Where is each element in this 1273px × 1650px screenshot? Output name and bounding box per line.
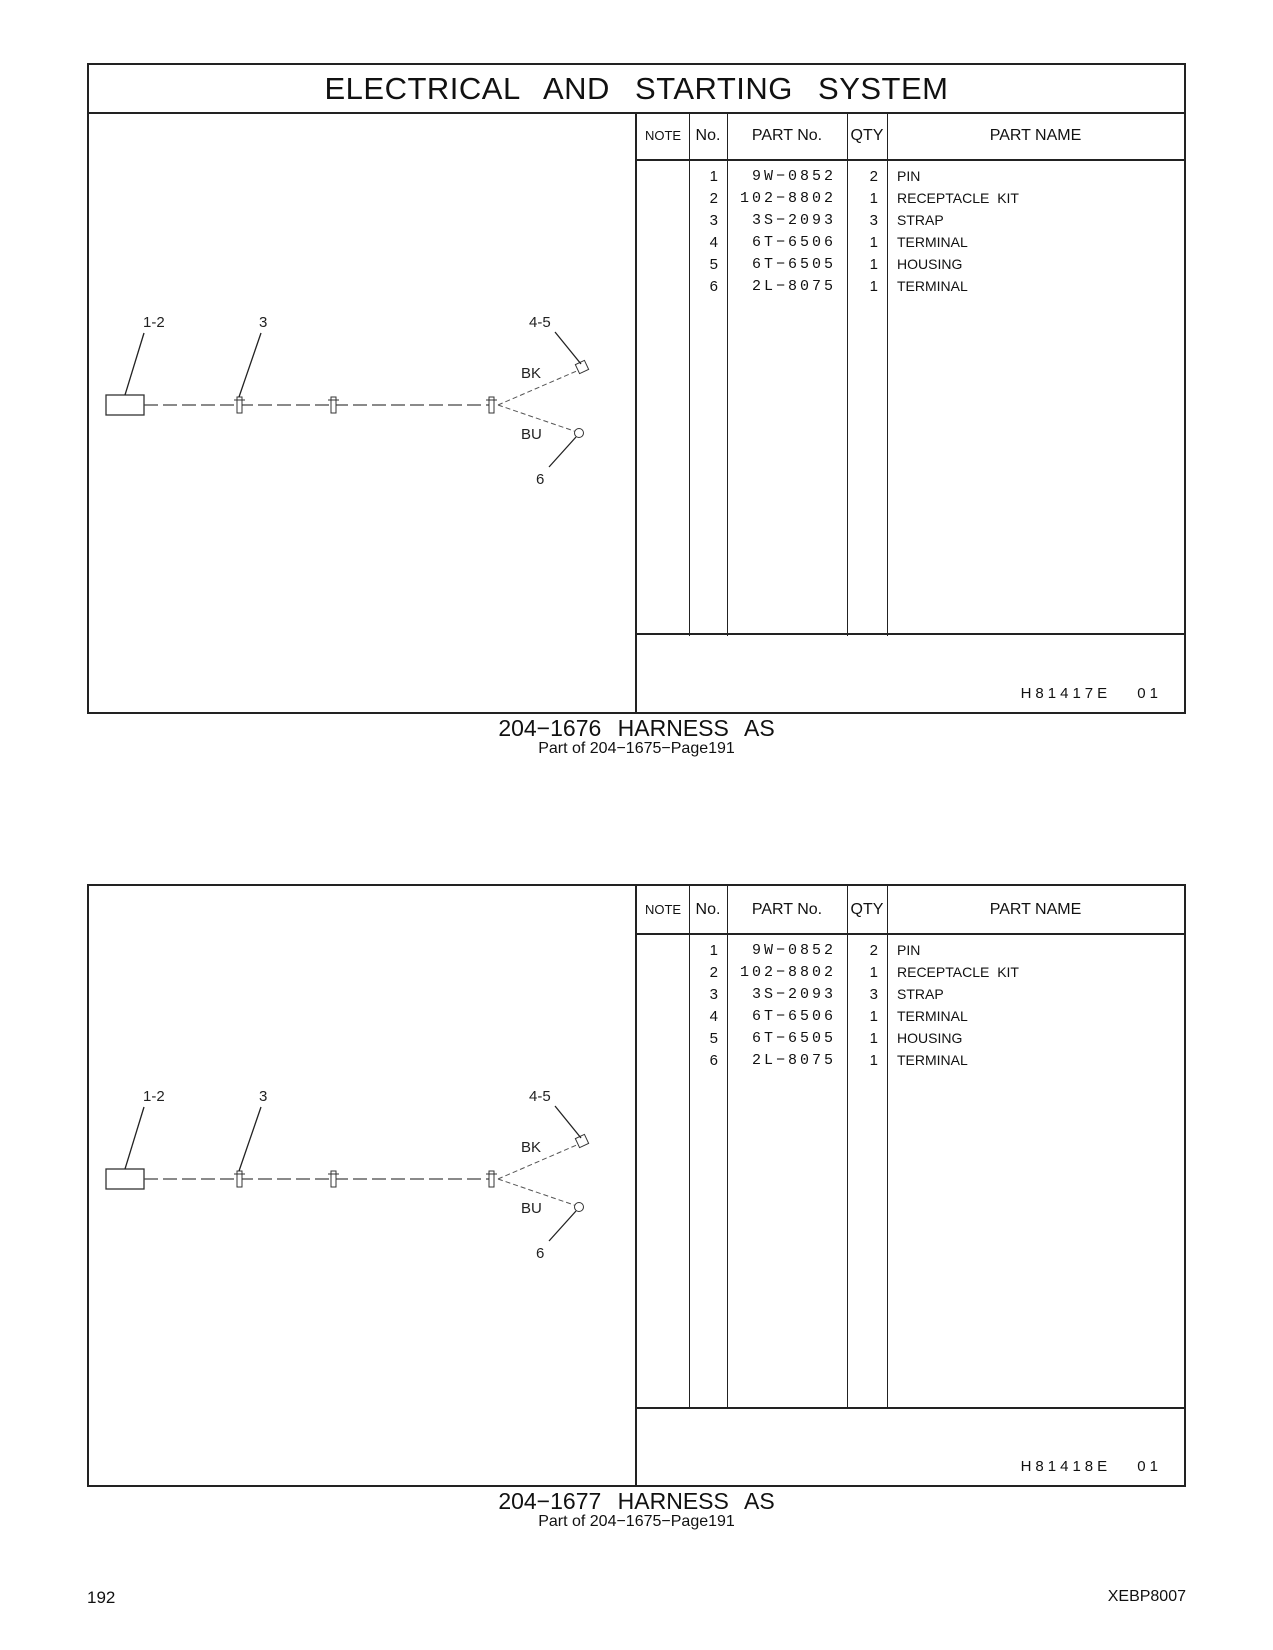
- page-title: ELECTRICAL AND STARTING SYSTEM: [89, 65, 1184, 114]
- label-3: 3: [259, 1088, 268, 1105]
- table-row: 4 6T−6506 1 TERMINAL: [709, 1008, 968, 1025]
- label-3: 3: [259, 314, 268, 331]
- table-row: 1 9W−0852 2 PIN: [709, 942, 921, 959]
- assembly-reference: Part of 204−1675−Page191: [538, 740, 735, 757]
- header-part-name: PART NAME: [989, 126, 1082, 144]
- table-row: 1 9W−0852 2 PIN: [709, 168, 921, 185]
- leader-6: [549, 437, 576, 467]
- assembly-title: 204−1676 HARNESS AS: [498, 715, 775, 741]
- header-note: NOTE: [644, 902, 682, 917]
- connector-body: [106, 1169, 144, 1189]
- leader-4-5: [555, 332, 581, 364]
- table-row: 2 102−8802 1 RECEPTACLE KIT: [709, 964, 1019, 981]
- header-qty: QTY: [850, 126, 884, 144]
- assembly-title: 204−1677 HARNESS AS: [498, 1488, 775, 1514]
- document-code: XEBP8007: [1107, 1588, 1186, 1605]
- label-6: 6: [536, 471, 545, 488]
- leader-3: [239, 1107, 261, 1171]
- label-bu: BU: [521, 1200, 542, 1217]
- table-row: 5 6T−6505 1 HOUSING: [709, 256, 963, 273]
- leader-4-5: [555, 1106, 581, 1138]
- header-part-no: PART No.: [751, 126, 823, 144]
- caption-2: [0, 1489, 1273, 1531]
- leader-1-2: [125, 333, 144, 395]
- parts-table-1: [637, 112, 1184, 712]
- terminal-ring: [575, 429, 584, 438]
- page-number: 192: [87, 1588, 116, 1607]
- table-row: 3 3S−2093 3 STRAP: [709, 212, 944, 229]
- table-row: 2 102−8802 1 RECEPTACLE KIT: [709, 190, 1019, 207]
- illustration-code: H81418E 01: [1020, 1458, 1162, 1475]
- label-4-5: 4-5: [529, 314, 551, 331]
- illustration-code: H81417E 01: [1020, 685, 1162, 702]
- table-row: 6 2L−8075 1 TERMINAL: [709, 1052, 968, 1069]
- parts-panel-2: [87, 884, 1186, 1487]
- table-row: 5 6T−6505 1 HOUSING: [709, 1030, 963, 1047]
- table-header: [637, 112, 1184, 161]
- housing-end: [575, 360, 588, 373]
- leader-3: [239, 333, 261, 397]
- table-row: 6 2L−8075 1 TERMINAL: [709, 278, 968, 295]
- label-bk: BK: [521, 1139, 542, 1156]
- header-no: No.: [695, 900, 721, 918]
- leader-6: [549, 1211, 576, 1241]
- label-1-2: 1-2: [143, 314, 165, 331]
- connector-body: [106, 395, 144, 415]
- table-row: 4 6T−6506 1 TERMINAL: [709, 234, 968, 251]
- illustration-code-box: [637, 1407, 1184, 1485]
- header-qty: QTY: [850, 900, 884, 918]
- label-1-2: 1-2: [143, 1088, 165, 1105]
- header-part-no: PART No.: [751, 900, 823, 918]
- harness-illustration-2: [89, 886, 635, 1486]
- label-bk: BK: [521, 365, 542, 382]
- caption-1: [0, 716, 1273, 758]
- label-bu: BU: [521, 426, 542, 443]
- assembly-reference: Part of 204−1675−Page191: [538, 1513, 735, 1530]
- terminal-ring: [575, 1203, 584, 1212]
- illustration-code-box: [637, 633, 1184, 712]
- header-note: NOTE: [644, 128, 682, 143]
- parts-table-2: [637, 886, 1184, 1485]
- label-6: 6: [536, 1245, 545, 1262]
- header-no: No.: [695, 126, 721, 144]
- table-header: [637, 886, 1184, 935]
- harness-illustration-1: [89, 112, 635, 712]
- harness-diagram-1: [89, 112, 637, 712]
- header-part-name: PART NAME: [989, 900, 1082, 918]
- table-row: 3 3S−2093 3 STRAP: [709, 986, 944, 1003]
- label-4-5: 4-5: [529, 1088, 551, 1105]
- leader-1-2: [125, 1107, 144, 1169]
- harness-diagram-2: [89, 886, 637, 1485]
- housing-end: [575, 1134, 588, 1147]
- parts-panel-1: [87, 63, 1186, 714]
